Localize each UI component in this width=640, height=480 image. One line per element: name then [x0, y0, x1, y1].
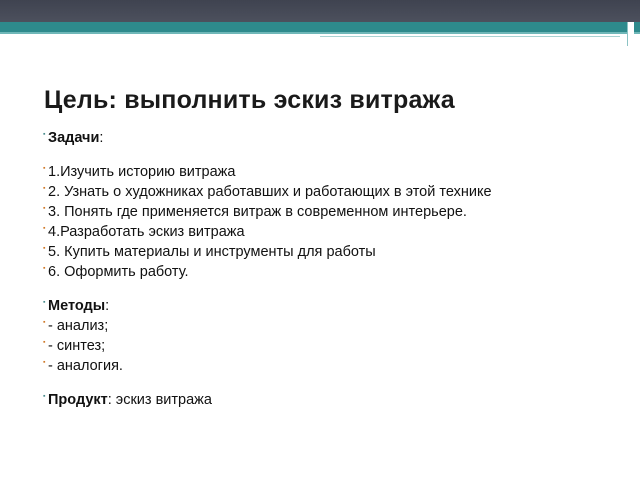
method-item: ▪ - синтез;: [43, 338, 106, 354]
bullet-icon: ▪: [43, 319, 46, 326]
header-band-dark: [0, 0, 640, 22]
slide-title: Цель: выполнить эскиз витража: [44, 86, 455, 114]
bullet-icon: ▪: [43, 393, 46, 400]
spacer: [40, 282, 620, 296]
bullet-icon: ▪: [43, 131, 46, 138]
bullet-icon: ▪: [43, 299, 46, 306]
bullet-icon: ▪: [43, 205, 46, 212]
task-item: ▪ 1.Изучить историю витража: [43, 164, 236, 180]
spacer: [40, 376, 620, 390]
task-item: ▪ 3. Понять где применяется витраж в современном интерьере.: [43, 204, 467, 220]
spacer: [40, 148, 620, 162]
slide-body: [40, 128, 620, 410]
task-item: ▪ 4.Разработать эскиз витража: [43, 224, 245, 240]
product-label: Продукт: [48, 392, 108, 408]
method-item: ▪ - аналогия.: [43, 358, 123, 374]
methods-heading: ▪ Методы:: [43, 298, 110, 314]
tasks-label: Задачи: [48, 130, 100, 146]
header-rule-thin: [320, 36, 620, 37]
header-edge-decoration: [627, 22, 634, 46]
bullet-icon: ▪: [43, 359, 46, 366]
bullet-icon: ▪: [43, 339, 46, 346]
header-rule: [0, 32, 640, 34]
bullet-icon: ▪: [43, 225, 46, 232]
bullet-icon: ▪: [43, 185, 46, 192]
task-item: ▪ 5. Купить материалы и инструменты для работы: [43, 244, 376, 260]
task-item: ▪ 6. Оформить работу.: [43, 264, 189, 280]
task-item: ▪ 2. Узнать о художниках работавших и работающих в этой технике: [43, 184, 492, 200]
bullet-icon: ▪: [43, 165, 46, 172]
method-item: ▪ - анализ;: [43, 318, 109, 334]
tasks-heading: ▪ Задачи:: [43, 130, 104, 146]
bullet-icon: ▪: [43, 265, 46, 272]
methods-label: Методы: [48, 298, 106, 314]
header-band-teal: [0, 22, 640, 32]
product-line: [40, 390, 620, 410]
product-value: : эскиз витража: [107, 392, 212, 408]
bullet-icon: ▪: [43, 245, 46, 252]
